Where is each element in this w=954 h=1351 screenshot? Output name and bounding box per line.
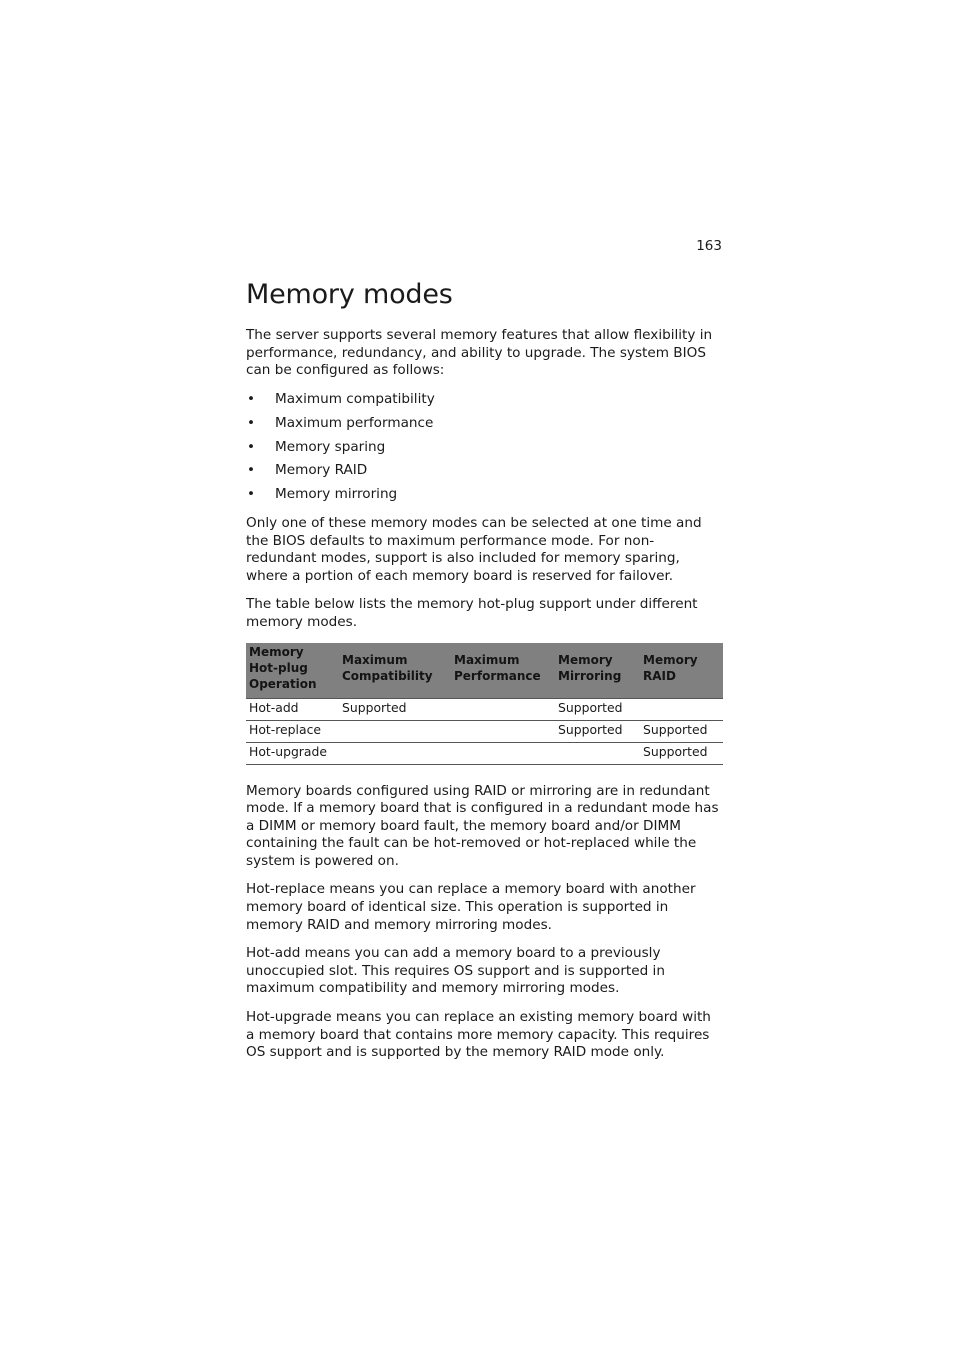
list-item	[246, 462, 723, 480]
header-line: Memory	[249, 644, 304, 659]
header-line: Compatibility	[342, 668, 433, 683]
header-line: Memory	[643, 652, 698, 667]
list-item	[246, 486, 723, 504]
bullet-marker: •	[247, 414, 256, 431]
hot-replace-paragraph: Hot-replace means you can replace a memory board with another memory board of identical size. This operation is supported in memory RAID and memory mirroring modes.	[246, 881, 696, 933]
header-line: Memory	[558, 652, 613, 667]
bullet-marker: •	[247, 486, 256, 503]
table-intro-paragraph: The table below lists the memory hot-plug support under different memory modes.	[246, 596, 698, 630]
table-row	[246, 742, 723, 764]
table-row	[246, 698, 723, 720]
list-item-text: Maximum compatibility	[275, 390, 435, 407]
table-row	[246, 720, 723, 742]
hot-upgrade-paragraph: Hot-upgrade means you can replace an existing memory board with a memory board that contains more memory capacity. This requires OS support and is supported by the memory RAID mode only.	[246, 1009, 711, 1061]
header-memory-raid	[640, 643, 723, 699]
page-content	[246, 277, 723, 1073]
header-line: Maximum	[342, 652, 408, 667]
list-item	[246, 415, 723, 433]
bullet-marker: •	[247, 438, 256, 455]
table-cell	[451, 742, 555, 764]
table-cell: Hot-add	[246, 698, 339, 720]
table-cell: Supported	[640, 742, 723, 764]
header-hot-plug-operation	[246, 643, 339, 699]
table-cell: Hot-upgrade	[246, 742, 339, 764]
bullet-marker: •	[247, 462, 256, 479]
memory-feature-list	[246, 391, 723, 504]
header-max-performance	[451, 643, 555, 699]
header-max-compatibility	[339, 643, 451, 699]
table-cell	[339, 720, 451, 742]
hot-add-paragraph: Hot-add means you can add a memory board to a previously unoccupied slot. This requires OS support and is supported in maximum compatibility and memory mirroring modes.	[246, 945, 665, 997]
table-cell	[640, 698, 723, 720]
intro-paragraph: The server supports several memory features that allow flexibility in performance, redundancy, and ability to upgrade. The system BIOS can be configured as follows:	[246, 327, 713, 379]
bullet-marker: •	[247, 390, 256, 407]
hot-plug-support-table	[246, 643, 723, 765]
list-item	[246, 439, 723, 457]
table-cell	[451, 720, 555, 742]
list-item	[246, 391, 723, 409]
header-line: Mirroring	[558, 668, 622, 683]
table-cell	[555, 742, 640, 764]
list-item-text: Memory sparing	[275, 438, 386, 455]
list-item-text: Maximum performance	[275, 414, 434, 431]
table-cell: Supported	[555, 720, 640, 742]
redundant-mode-paragraph: Memory boards configured using RAID or mirroring are in redundant mode. If a memory board that is configured in a redundant mode has a DIMM or memory board fault, the memory board and/or DIMM containing the fault can be hot-removed or hot-replaced while the system is powered on.	[246, 782, 719, 869]
table-cell: Supported	[640, 720, 723, 742]
table-header-row	[246, 643, 723, 699]
modes-paragraph: Only one of these memory modes can be selected at one time and the BIOS defaults to maximum performance mode. For non-redundant modes, support is also included for memory sparing, where a portion of each memory board is reserved for failover.	[246, 514, 702, 584]
header-line: Hot-plug	[249, 660, 308, 675]
table-cell: Supported	[555, 698, 640, 720]
page-number: 163	[696, 238, 722, 254]
page-title: Memory modes	[246, 279, 453, 310]
header-line: Operation	[249, 676, 317, 691]
list-item-text: Memory mirroring	[275, 486, 398, 503]
header-line: Performance	[454, 668, 541, 683]
table-cell	[339, 742, 451, 764]
header-line: Maximum	[454, 652, 520, 667]
table-cell: Hot-replace	[246, 720, 339, 742]
table-cell	[451, 698, 555, 720]
list-item-text: Memory RAID	[275, 462, 368, 479]
table-cell: Supported	[339, 698, 451, 720]
header-memory-mirroring	[555, 643, 640, 699]
header-line: RAID	[643, 668, 676, 683]
